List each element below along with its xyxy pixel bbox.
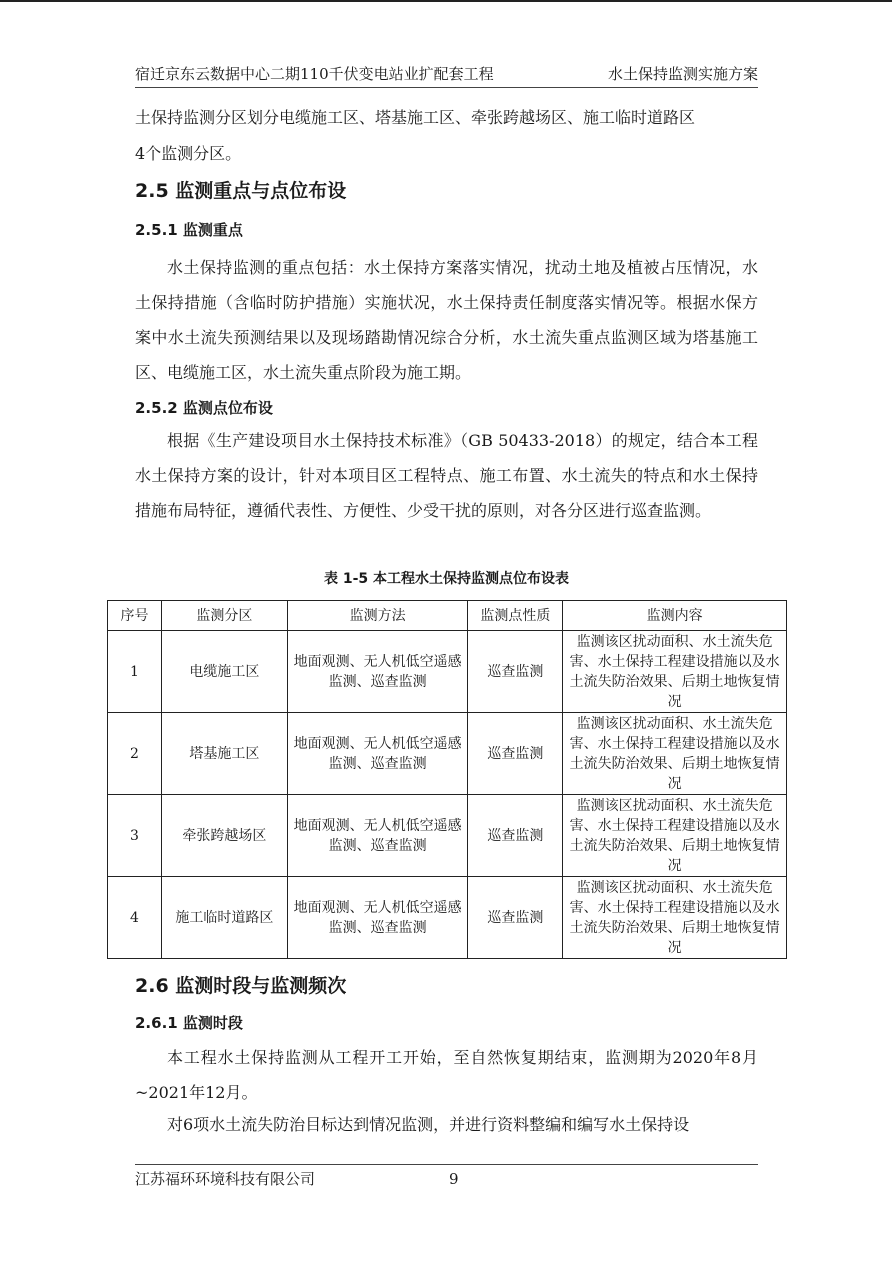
content-cell: 监测该区扰动面积、水土流失危害、水土保持工程建设措施以及水土流失防治效果、后期土地恢复情况	[563, 877, 787, 959]
content-cell: 监测该区扰动面积、水土流失危害、水土保持工程建设措施以及水土流失防治效果、后期土地恢复情况	[563, 713, 787, 795]
column-header: 监测方法	[287, 601, 468, 631]
point-type-cell: 巡查监测	[468, 713, 563, 795]
content-cell: 监测该区扰动面积、水土流失危害、水土保持工程建设措施以及水土流失防治效果、后期土地恢复情况	[563, 631, 787, 713]
monitoring-points-table	[107, 600, 787, 959]
intro-line-2: 4个监测分区。	[135, 144, 242, 163]
row-number-cell: 1	[108, 631, 162, 713]
table-row	[108, 877, 787, 959]
point-type-cell: 巡查监测	[468, 795, 563, 877]
section-2-5-2-paragraph: 根据《生产建设项目水土保持技术标准》（GB 50433-2018）的规定，结合本工程水土保持方案的设计，针对本项目区工程特点、施工布置、水土流失的特点和水土保持措施布局特征，遵循代表性、方便性、少受干扰的原则，对各分区进行巡查监测。	[135, 431, 758, 520]
method-cell: 地面观测、无人机低空遥感监测、巡查监测	[287, 877, 468, 959]
running-footer	[135, 1164, 758, 1189]
section-2-6-1-paragraph-2: 对6项水土流失防治目标达到情况监测，并进行资料整编和编写水土保持设	[167, 1115, 690, 1134]
section-2-6-1-paragraph-1: 本工程水土保持监测从工程开工开始，至自然恢复期结束，监测期为2020年8月~2021年12月。	[135, 1048, 758, 1102]
header-project-title: 宿迁京东云数据中心二期110千伏变电站业扩配套工程	[135, 65, 494, 83]
point-type-cell: 巡查监测	[468, 877, 563, 959]
method-cell: 地面观测、无人机低空遥感监测、巡查监测	[287, 631, 468, 713]
intro-line-1: 土保持监测分区划分电缆施工区、塔基施工区、牵张跨越场区、施工临时道路区	[135, 108, 696, 127]
section-2-5-heading: 2.5 监测重点与点位布设	[135, 180, 347, 202]
column-header: 序号	[108, 601, 162, 631]
row-number-cell: 2	[108, 713, 162, 795]
footer-company-name: 江苏福环环境科技有限公司	[135, 1170, 316, 1188]
method-cell: 地面观测、无人机低空遥感监测、巡查监测	[287, 713, 468, 795]
zone-cell: 塔基施工区	[161, 713, 287, 795]
column-header: 监测点性质	[468, 601, 563, 631]
content-cell: 监测该区扰动面积、水土流失危害、水土保持工程建设措施以及水土流失防治效果、后期土地恢复情况	[563, 795, 787, 877]
row-number-cell: 3	[108, 795, 162, 877]
table-header-row	[108, 601, 787, 631]
zone-cell: 电缆施工区	[161, 631, 287, 713]
table-row	[108, 795, 787, 877]
row-number-cell: 4	[108, 877, 162, 959]
zone-cell: 牵张跨越场区	[161, 795, 287, 877]
column-header: 监测分区	[161, 601, 287, 631]
section-2-5-1-paragraph: 水土保持监测的重点包括：水土保持方案落实情况，扰动土地及植被占压情况，水土保持措施（含临时防护措施）实施状况，水土保持责任制度落实情况等。根据水保方案中水土流失预测结果以及现场踏勘情况综合分析，水土流失重点监测区域为塔基施工区、电缆施工区，水土流失重点阶段为施工期。	[135, 258, 758, 382]
header-document-title: 水土保持监测实施方案	[607, 65, 758, 83]
point-type-cell: 巡查监测	[468, 631, 563, 713]
section-2-5-2-heading: 2.5.2 监测点位布设	[135, 399, 273, 417]
table-caption: 表 1-5 本工程水土保持监测点位布设表	[323, 571, 570, 587]
table-row	[108, 631, 787, 713]
section-2-5-1-heading: 2.5.1 监测重点	[135, 221, 243, 239]
page-top-border	[0, 0, 892, 2]
section-2-6-1-heading: 2.6.1 监测时段	[135, 1014, 243, 1032]
column-header: 监测内容	[563, 601, 787, 631]
method-cell: 地面观测、无人机低空遥感监测、巡查监测	[287, 795, 468, 877]
running-header	[135, 63, 758, 88]
page-number: 9	[449, 1170, 459, 1188]
table-row	[108, 713, 787, 795]
section-2-6-heading: 2.6 监测时段与监测频次	[135, 975, 347, 997]
zone-cell: 施工临时道路区	[161, 877, 287, 959]
